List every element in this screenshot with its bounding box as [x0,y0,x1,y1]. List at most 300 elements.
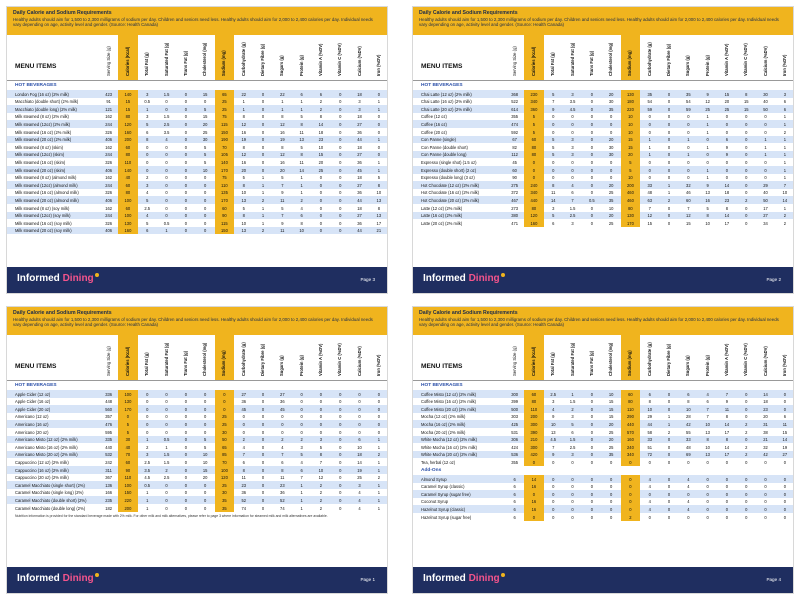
table-row [413,136,793,144]
nutrient-value: 0 [300,391,303,397]
nutrient-value: 0 [745,220,748,226]
nutrient-value: 100 [118,390,137,398]
nutrient-value: 0 [146,152,149,158]
table-row [413,158,793,166]
nutrient-value: 0 [184,399,187,405]
nutrient-value: 0 [377,406,380,412]
table-header [413,35,793,81]
nutrient-value: 1 [146,490,149,496]
nutrient-value: 25 [215,420,234,428]
nutrient-value: 52 [280,497,285,503]
nutrient-value: 0 [590,144,593,150]
nutrient-value: 5 [204,152,207,158]
nutrient-value: 0 [667,459,671,465]
nutrient-value: 0 [552,459,555,465]
nutrient-value: 0 [687,459,690,465]
nutrient-value: 1 [667,421,671,427]
nutrient-value: 10 [705,421,710,427]
nutrient-value: 3 [571,152,574,158]
item-name: White Mocha (20 oz) (2% milk) [421,452,477,458]
nutrient-value: 5 [377,175,380,181]
nutrient-value: 0 [184,144,187,150]
nutrient-value: 0 [146,144,149,150]
item-name: Milk steamed (12oz) (skim) [15,152,65,158]
nutrient-value: 4 [552,406,555,412]
nutrient-value: 25 [608,444,614,450]
nutrient-value: 0 [590,437,593,443]
nutrient-value: 162 [105,114,113,120]
column-header [157,35,176,80]
nutrient-value: 30 [763,91,768,97]
nutrient-value: 80 [621,204,640,212]
nutrient-value: 5 [146,121,149,127]
nutrient-value: 2 [319,99,323,105]
nutrient-value: 0 [590,182,593,188]
nutrient-value: 18 [357,175,362,181]
nutrient-value: 0 [204,429,207,435]
nutrient-value: 476 [105,421,113,427]
page-footer [413,567,793,593]
table-row [413,98,793,106]
nutrient-value: 27 [782,452,788,458]
nutrient-value: 2.5 [569,444,576,450]
nutrient-value: 20 [608,182,614,188]
nutrient-value: 0 [648,114,651,120]
nutrient-value: 0 [667,121,671,127]
nutrient-value: 0 [745,114,748,120]
column-header-label: Calcium (%DV) [356,346,362,376]
item-name: Coffee (20 oz) [421,129,447,135]
nutrient-value: 532 [105,452,113,458]
nutrient-value: 6 [513,499,516,505]
nutrient-value: 0 [242,414,245,420]
nutrient-value: 420 [524,451,543,459]
nutrient-value: 0 [204,228,207,234]
item-name: Milk steamed (12oz) (soy milk) [15,213,71,219]
item-name: Latte (12 oz) (2% milk) [421,205,463,211]
nutrient-value: 423 [105,91,113,97]
nutrient-value: 300 [511,391,519,397]
nutrient-value: 40 [118,443,137,451]
nutrient-value: 210 [524,436,543,444]
nutrient-value: 0 [524,490,543,498]
column-header [602,335,621,380]
nutrient-value: 230 [524,90,543,98]
logo-informed: Informed [17,273,60,284]
nutrient-value: 0 [300,414,303,420]
nutrient-value: 0 [706,476,709,482]
item-name: Americano Misto (16 oz) (2% milk) [15,444,78,450]
nutrient-value: 4 [571,182,574,188]
nutrient-value: 0 [764,484,767,490]
item-name: London Fog (16 oz) (2% milk) [15,91,69,97]
nutrient-value: 0 [590,444,593,450]
nutrient-value: 5 [204,159,207,165]
table-row [413,105,793,113]
nutrient-value: 0 [725,514,729,520]
nutrient-value: 8 [146,137,149,143]
nutrient-value: 7 [706,414,709,420]
nutrient-value: 0 [184,91,187,97]
nutrient-value: 0 [667,220,671,226]
nutrient-value: 242 [105,459,113,465]
nutrient-value: 0 [377,429,380,435]
nutrient-value: 0 [184,197,187,203]
nutrient-value: 0 [261,437,265,443]
nutrient-value: 121 [105,106,113,112]
nutrient-value: 595 [105,429,113,435]
nutrient-value: 18 [357,91,362,97]
column-header [582,335,601,380]
nutrient-value: 33 [647,437,653,443]
nutrient-value: 0 [610,484,613,490]
nutrient-value: 70 [215,458,234,466]
nutrient-value: 0 [339,121,342,127]
nutrient-value: 0 [165,144,168,150]
column-header-label: Sodium (mg) [221,50,227,76]
nutrient-value: 13 [241,228,247,234]
nutrient-value: 0 [184,421,187,427]
item-name: Americano Misto (12 oz) (2% milk) [15,437,78,443]
nutrient-value: 20 [241,167,247,173]
nutrient-value: 1 [377,505,380,511]
nutrient-value: 0 [667,205,671,211]
nutrient-value: 1 [377,444,380,450]
logo-dining: Dining [468,273,500,284]
nutrient-value: 273 [511,205,519,211]
table-row [7,113,387,121]
item-name: Hot Chocolate (20 oz) (2% milk) [421,197,480,203]
column-header [582,35,601,80]
nutrient-value: 0 [204,497,207,503]
item-name: Milk steamed (20 oz) (almond milk) [15,197,79,203]
nutrient-value: 303 [511,414,519,420]
nutrient-value: 8 [300,152,303,158]
nutrient-value: 2.5 [163,475,170,481]
nutrient-value: 20 [608,91,614,97]
nutrient-value: 0 [339,167,342,173]
nutrient-value: 7 [783,182,786,188]
nutrient-value: 16 [705,197,710,203]
item-name: Mocha (20 oz) (2% milk) [421,429,466,435]
nutrient-value: 0 [184,505,187,511]
nutrient-value: 275 [511,182,519,188]
banner-title: Daily Calorie and Sodium Requirements [13,10,112,16]
column-header-label: Sugars (g) [279,355,285,376]
nutrient-value: 357 [105,414,113,420]
nutrient-value: 0 [745,506,748,512]
item-name: Apple Cider (16 oz) [15,399,51,405]
nutrient-value: 0 [261,444,265,450]
table-row [7,158,387,166]
item-name: Coconut Syrup [421,499,449,505]
nutrient-value: 0 [552,175,555,181]
nutrient-value: 0 [358,391,361,397]
nutrient-value: 3 [571,91,574,97]
column-header-label: Protein (g) [298,355,304,376]
nutrient-value: 440 [621,420,640,428]
nutrient-value: 0 [377,114,380,120]
nutrient-value: 2 [621,513,640,521]
nutrient-value: 59 [686,106,691,112]
column-header-label: Dietary Fibre (g) [666,343,672,376]
nutrient-value: 0 [377,391,380,397]
nutrient-value: 244 [105,213,113,219]
nutrient-value: 130 [118,219,137,227]
column-header-label: Vitamin A (%DV) [317,43,323,76]
nutrient-value: 0 [261,414,265,420]
nutrient-value: 12 [647,213,653,219]
nutrient-value: 9 [281,190,284,196]
nutrient-value: 18 [318,129,324,135]
banner-text: Healthy adults should aim for 1,500 to 2,300 milligrams of sodium per day. Children and seniors need less. Healthy adults should aim for 2,000 to 2,400 calories per day. Individual needs vary depending on age, activity level and gender. (Source: Health Canada) [13,317,373,328]
item-name: Expresso (single shot) (1.5 oz) [421,159,477,165]
nutrient-value: 30 [608,99,614,105]
nutrient-value: 5 [300,452,303,458]
nutrient-value: 38 [763,429,768,435]
nutrient-value: 160 [118,227,137,235]
nutrient-value: 0 [590,459,593,465]
nutrient-value: 80 [118,151,137,159]
item-name: Milk steamed (8 oz) (almond milk) [15,175,77,181]
nutrient-value: 0 [261,505,265,511]
nutrient-value: 25 [608,220,614,226]
nutrient-value: 0 [204,205,207,211]
nutrient-value: 7 [281,452,284,458]
nutrient-value: 12 [241,152,247,158]
nutrient-value: 3 [571,414,574,420]
nutrient-value: 1 [783,159,786,165]
nutrient-value: 0 [184,213,187,219]
nutrient-value: 0 [764,514,767,520]
column-header [659,35,678,80]
nutrient-value: 20 [608,137,614,143]
nutrient-value: 10 [647,406,653,412]
nutrient-value: 0 [590,152,593,158]
nutrient-value: 45 [280,406,285,412]
nutrient-value: 0 [184,414,187,420]
column-header-label: Protein (g) [704,55,710,76]
nutrient-value: 1 [261,182,265,188]
nutrient-value: 536 [511,452,519,458]
nutrient-value: 0 [184,175,187,181]
table-row [413,219,793,227]
nutrient-value: 10 [686,406,691,412]
nutrient-value: 0 [725,129,729,135]
nutrient-value: 120 [524,212,543,220]
nutrient-value: 0 [667,137,671,143]
menu-page-4 [412,306,794,594]
nutrient-value: 14 [724,444,730,450]
nutrient-value: 2 [300,197,303,203]
nutrient-value: 1 [706,121,709,127]
nutrient-value: 0 [165,490,168,496]
nutrient-value: 0.5 [163,220,170,226]
nutrient-value: 0 [783,459,786,465]
nutrient-value: 0 [184,114,187,120]
requirements-banner [413,307,793,335]
table-row [413,413,793,421]
nutrient-value: 0 [687,159,690,165]
table-row [413,451,793,459]
nutrient-value: 25 [215,98,234,106]
nutrient-value: 67 [512,137,517,143]
nutrient-value: 15 [724,91,730,97]
table-row [413,490,793,498]
item-name: Coffee Misto (12 oz) (2% milk) [421,391,476,397]
nutrient-value: 0 [165,205,168,211]
nutrient-value: 0 [339,482,342,488]
nutrient-value: 244 [105,152,113,158]
column-header-label: Saturated Fat (g) [163,342,169,376]
table-row [7,405,387,413]
nutrient-value: 500 [511,406,519,412]
nutrient-value: 1 [300,99,303,105]
nutrient-value: 10 [608,391,614,397]
nutrient-value: 0 [261,475,265,481]
nutrient-value: 18 [357,205,362,211]
nutrient-value: 2 [783,129,786,135]
nutrient-value: 8 [242,182,245,188]
nutrient-value: 150 [118,489,137,497]
table-row [7,143,387,151]
column-header [331,35,350,80]
nutrient-value: 35 [608,452,614,458]
nutrient-value: 1 [300,505,303,511]
nutrient-value: 13 [705,429,710,435]
nutrient-value: 1 [146,437,149,443]
nutrient-value: 1 [377,437,380,443]
column-header [253,35,272,80]
nutrient-value: 0 [242,429,245,435]
nutrient-value: 0 [706,459,709,465]
table-row [7,120,387,128]
column-header [717,335,736,380]
nutrient-value: 25 [357,475,362,481]
nutrient-value: 12 [241,121,247,127]
nutrient-value: 0 [590,506,593,512]
nutrient-value: 74 [280,505,285,511]
nutrient-value: 6 [319,91,323,97]
nutrient-value: 0 [339,497,342,503]
nutrient-value: 18 [724,190,730,196]
nutrient-value: 60 [524,136,543,144]
nutrient-value: 3 [571,144,574,150]
nutrient-value: 0 [204,99,207,105]
nutrient-value: 0 [764,499,767,505]
nutrient-value: 4 [648,499,651,505]
nutrient-value: 0 [667,499,671,505]
nutrient-value: 7 [552,99,555,105]
nutrient-value: 20 [724,99,730,105]
nutrient-value: 12 [686,213,691,219]
item-name: Mocha (16 oz) (2% milk) [421,421,466,427]
nutrient-value: 0 [377,91,380,97]
nutrient-value: 75 [215,174,234,182]
nutrient-value: 11 [299,129,304,135]
nutrient-value: 18 [357,114,362,120]
nutrient-value: 0 [725,484,729,490]
nutrient-value: 2 [745,197,748,203]
nutrient-value: 1 [300,182,303,188]
nutrient-value: 0 [667,106,671,112]
column-header [138,335,157,380]
nutrient-value: 46 [686,190,691,196]
nutrient-value: 0 [319,429,323,435]
nutrient-value: 0 [590,391,593,397]
nutrient-value: 1 [706,114,709,120]
nutrient-value: 7 [648,205,651,211]
nutrient-value: 11 [551,190,556,196]
nutrient-value: 14 [524,475,543,483]
nutrient-value: 27 [357,152,362,158]
nutrient-value: 19 [241,137,247,143]
column-header-label: Sodium (mg) [627,350,633,376]
nutrient-value: 17 [763,205,768,211]
nutrient-value: 0 [165,213,168,219]
nutrient-value: 372 [511,190,519,196]
column-header-label: Sugars (g) [279,55,285,76]
nutrient-value: 2 [281,437,284,443]
nutrient-value: 0 [339,152,342,158]
nutrient-value: 9 [725,399,729,405]
nutrient-value: 0 [706,506,709,512]
nutrient-value: 0 [552,159,555,165]
nutrient-value: 0 [358,421,361,427]
nutrient-value: 170 [215,166,234,174]
nutrient-value: 1 [261,190,265,196]
nutrient-value: 60 [118,143,137,151]
nutrient-value: 3.5 [163,129,170,135]
column-header [505,335,524,380]
table-row [7,390,387,398]
nutrient-value: 35 [215,504,234,512]
nutrient-value: 2 [165,467,168,473]
nutrient-value: 15 [608,406,614,412]
table-row [7,196,387,204]
nutrient-value: 5 [571,421,574,427]
nutrient-value: 0 [745,406,748,412]
nutrient-value: 0 [184,437,187,443]
item-name: Milk steamed (16 oz) (2% milk) [15,129,72,135]
nutrient-value: 0 [610,129,613,135]
item-name: Tea, herbal (12 oz) [421,459,456,465]
column-header-label: Total Fat (g) [144,52,150,76]
column-header-label: Vitamin A (%DV) [723,343,729,376]
nutrient-value: 6 [552,220,555,226]
nutrient-value: 0 [165,99,168,105]
nutrient-value: 0 [610,506,613,512]
table-row [7,458,387,466]
nutrient-value: 5 [621,166,640,174]
nutrient-value: 90 [118,466,137,474]
table-row [413,405,793,413]
nutrient-value: 69 [686,452,691,458]
section-title: HOT BEVERAGES [421,83,463,88]
column-header [737,35,756,80]
nutrient-value: 0 [165,182,168,188]
nutrient-value: 8 [242,114,245,120]
nutrient-value: 0 [339,399,342,405]
nutrient-value: 13 [241,197,247,203]
nutrient-value: 0 [184,482,187,488]
nutrient-value: 36 [357,159,362,165]
nutrient-value: 60 [118,181,137,189]
nutrient-value: 10 [621,128,640,136]
nutrient-value: 2.5 [144,459,151,465]
requirements-banner [413,7,793,35]
item-name: Caramel Macchiato (single long) (2%) [15,490,84,496]
